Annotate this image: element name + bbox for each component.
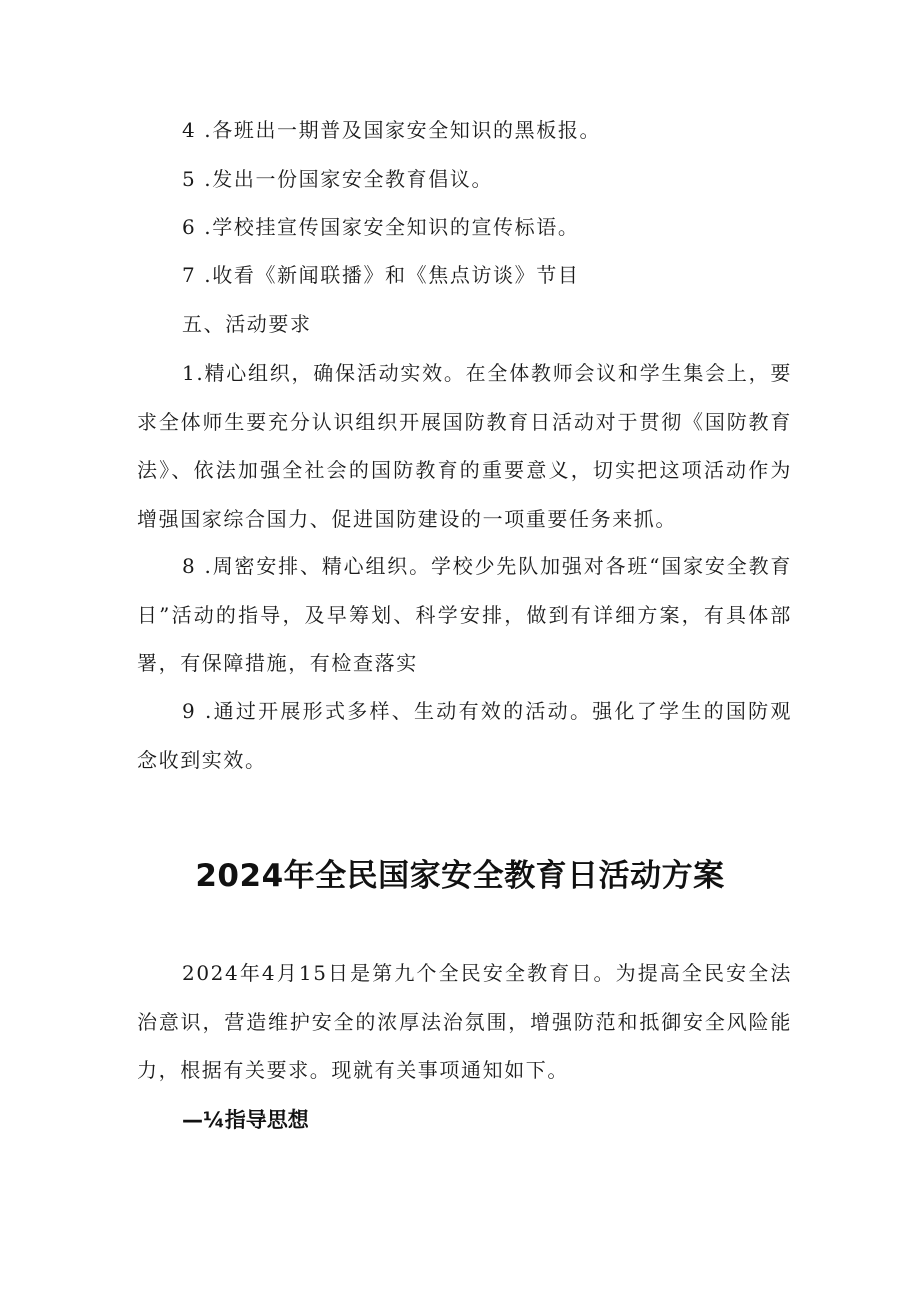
list-item-7: 7 .收看《新闻联播》和《焦点访谈》节目: [182, 263, 580, 287]
list-item-6: 6 .学校挂宣传国家安全知识的宣传标语。: [182, 215, 580, 239]
requirement-1-paragraph: 1.精心组织，确保活动实效。在全体教师会议和学生集会上，要求全体师生要充分认识组织开展国防教育日活动对于贯彻《国防教育法》、依法加强全社会的国防教育的重要意义，切实把这项活动作为增强国家综合国力、促进国防建设的一项重要任务来抓。: [137, 361, 792, 531]
list-item-4: 4 .各班出一期普及国家安全知识的黑板报。: [182, 118, 602, 142]
intro-paragraph: 2024年4月15日是第九个全民安全教育日。为提高全民安全法治意识，营造维护安全的浓厚法治氛围，增强防范和抵御安全风险能力，根据有关要求。现就有关事项通知如下。: [137, 961, 792, 1082]
section-heading-activity-requirements: 五、活动要求: [182, 312, 312, 336]
requirement-8-paragraph: 8 .周密安排、精心组织。学校少先队加强对各班“国家安全教育日”活动的指导，及早筹划、科学安排，做到有详细方案，有具体部署，有保障措施，有检查落实: [137, 554, 792, 675]
document-title: 2024年全民国家安全教育日活动方案: [195, 858, 725, 894]
list-item-5: 5 .发出一份国家安全教育倡议。: [182, 167, 494, 191]
section-heading-guiding-ideology: —¼指导思想: [182, 1108, 309, 1132]
requirement-9-paragraph: 9 .通过开展形式多样、生动有效的活动。强化了学生的国防观念收到实效。: [137, 699, 792, 772]
